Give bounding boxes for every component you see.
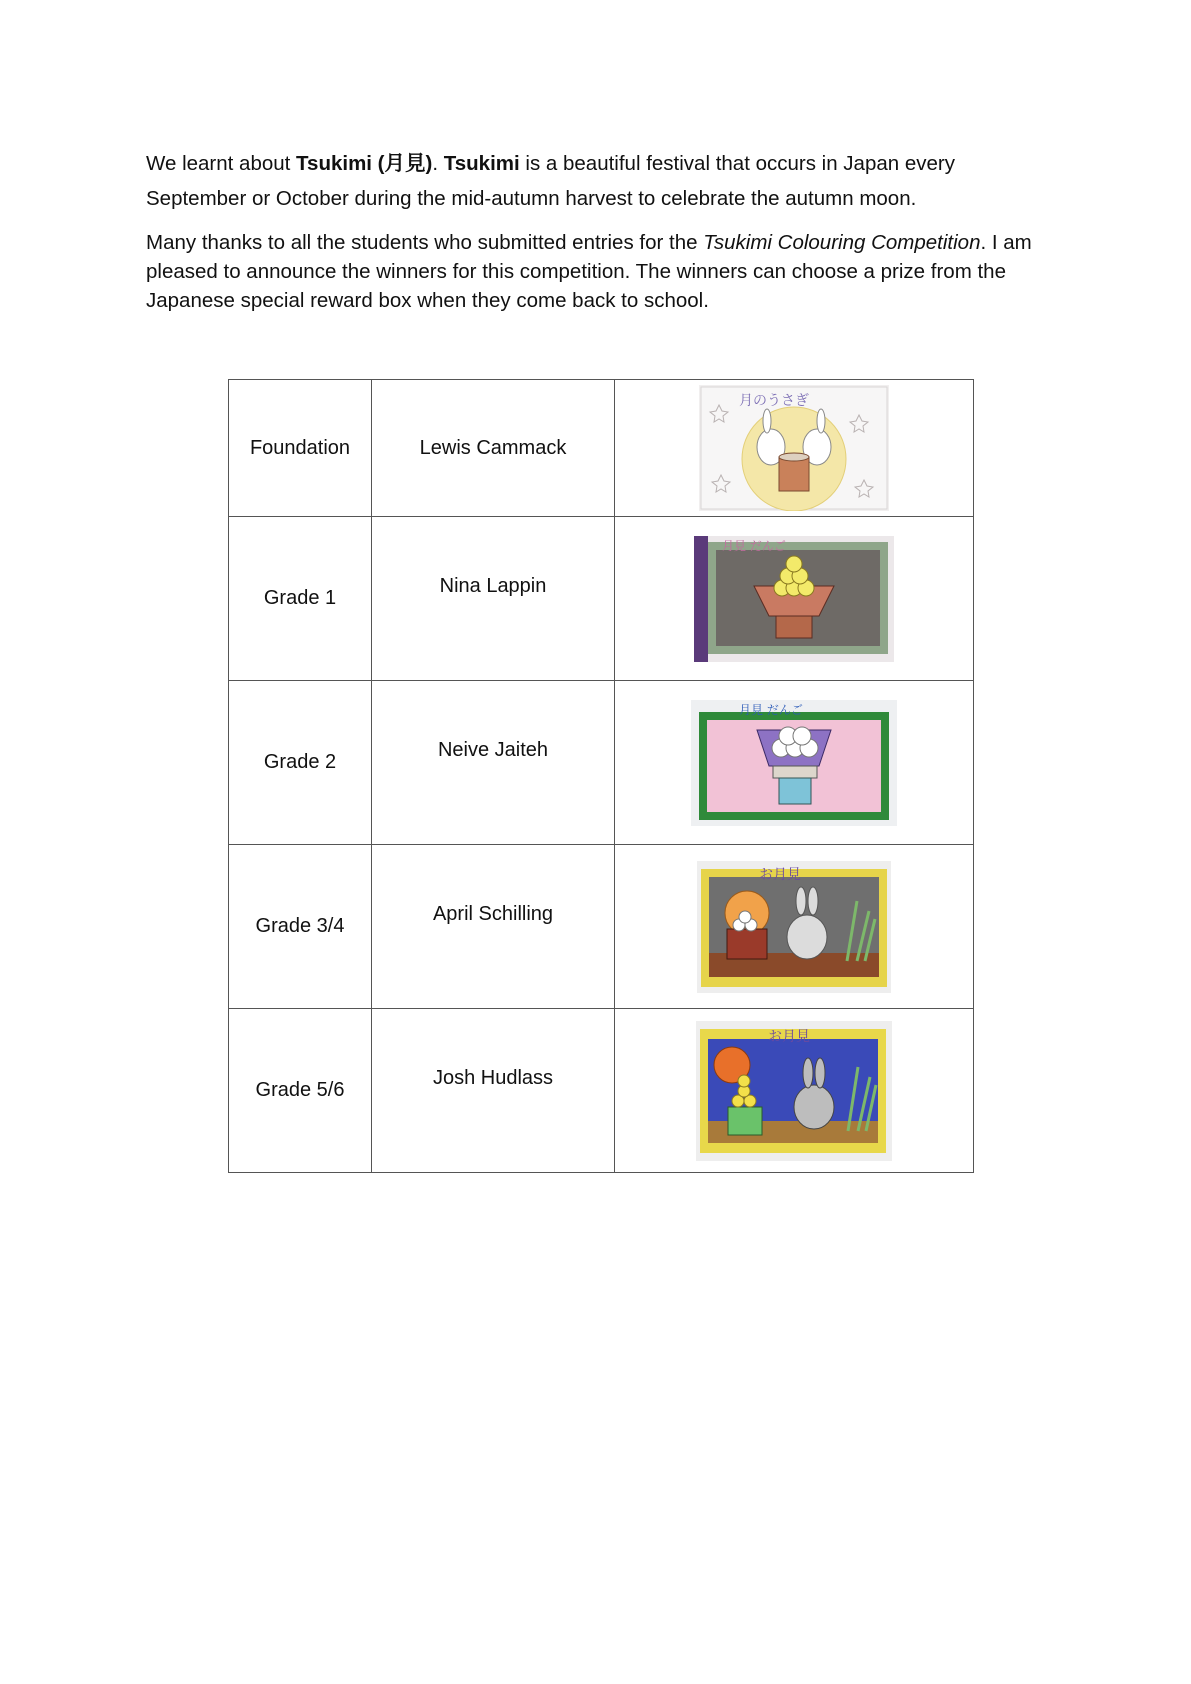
table-row <box>229 845 974 1009</box>
thanks-text-1: Many thanks to all the students who submitted entries for the <box>146 231 704 254</box>
artwork-title: 月見 だんご <box>722 538 786 553</box>
competition-name: Tsukimi Colouring Competition <box>703 231 981 254</box>
thanks-paragraph <box>146 228 1051 315</box>
artwork-cell <box>615 681 974 845</box>
grade-cell: Grade 2 <box>229 681 372 845</box>
artwork-title: お月見 <box>759 866 801 883</box>
artwork-cell <box>615 1009 974 1173</box>
intro-bold-tsukimi-kanji: Tsukimi (月見) <box>296 152 433 175</box>
winner-name-cell <box>372 1009 615 1173</box>
artwork-title: お月見 <box>768 1028 810 1045</box>
intro-bold-tsukimi: Tsukimi <box>443 152 520 175</box>
winner-name: Neive Jaiteh <box>437 739 549 761</box>
artwork-title: 月のうさぎ <box>739 393 809 409</box>
artwork-dango-gray <box>694 536 894 662</box>
winner-name: Nina Lappin <box>439 575 547 597</box>
intro-text-2: . <box>432 152 444 175</box>
artwork-title: 月見 だんご <box>739 702 803 717</box>
winner-name-cell <box>372 681 615 845</box>
winner-name-cell <box>372 380 615 517</box>
table-row <box>229 517 974 681</box>
winner-name-cell <box>372 517 615 681</box>
table-row <box>229 681 974 845</box>
thanks-text-2: . I am pleased to announce the winners for this competition. The winners can choose a prize from the Japanese special reward box when they come back to school. <box>146 231 1032 312</box>
winners-table <box>228 379 974 1173</box>
winner-name: Lewis Cammack <box>419 436 567 459</box>
artwork-moon-rabbit-blue <box>696 1021 892 1161</box>
artwork-cell <box>615 517 974 681</box>
grade-cell: Grade 1 <box>229 517 372 681</box>
winner-name-cell <box>372 845 615 1009</box>
artwork-moon-rabbit-night <box>697 861 891 993</box>
winner-name: April Schilling <box>432 903 554 925</box>
grade-cell: Grade 5/6 <box>229 1009 372 1173</box>
intro-text-1: We learnt about <box>146 152 297 175</box>
artwork-cell <box>615 845 974 1009</box>
table-row <box>229 1009 974 1173</box>
winner-name: Josh Hudlass <box>432 1067 554 1089</box>
artwork-moon-rabbits <box>699 385 889 511</box>
intro-paragraph <box>146 146 1051 216</box>
intro-text-3: is a beautiful festival that occurs in Japan every September or October during the mid-autumn harvest to celebrate the autumn moon. <box>146 152 955 210</box>
grade-cell: Grade 3/4 <box>229 845 372 1009</box>
grade-cell: Foundation <box>229 380 372 517</box>
artwork-cell <box>615 380 974 517</box>
table-row <box>229 380 974 517</box>
artwork-dango-pink <box>691 700 897 826</box>
